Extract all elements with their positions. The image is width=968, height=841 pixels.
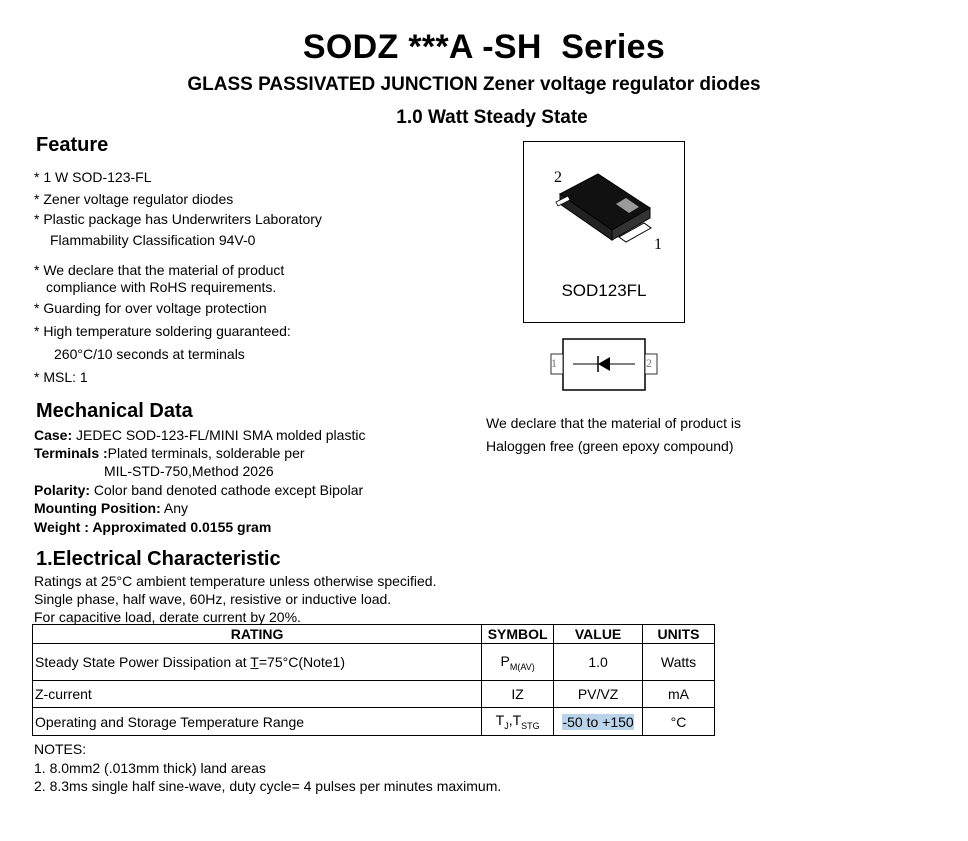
cell-symbol [482,644,554,681]
electrical-note-1: Ratings at 25°C ambient temperature unless otherwise specified. [34,573,437,589]
case-value: JEDEC SOD-123-FL/MINI SMA molded plastic [72,427,366,443]
symbol-separator: ,T [508,712,522,729]
selected-text-highlight[interactable]: -50 to +150 [562,713,634,730]
terminals-value-2: MIL-STD-750,Method 2026 [104,463,274,479]
table-row [33,708,715,736]
cell-symbol [482,708,554,736]
feature-item: * MSL: 1 [34,369,88,385]
terminals-value: Plated terminals, solderable per [107,445,305,461]
page-title: SODZ ***A -SH Series [302,28,666,66]
feature-item: compliance with RoHS requirements. [46,279,277,295]
table-row [33,681,715,708]
mechanical-heading: Mechanical Data [36,400,193,422]
mechanical-weight: Weight : Approximated 0.0155 gram [34,519,272,535]
cell-value: PV/VZ [554,681,643,708]
mechanical-polarity [34,481,363,499]
page-subtitle-power: 1.0 Watt Steady State [396,107,588,128]
table-row [33,644,715,681]
cell-symbol: IZ [482,681,554,708]
page-subtitle: GLASS PASSIVATED JUNCTION Zener voltage regulator diodes [187,74,761,95]
feature-item: * We declare that the material of product [34,262,285,278]
symbol-subscript: M(AV) [509,661,535,672]
cell-rating: Z-current [33,681,482,708]
ratings-table [32,624,715,736]
cell-value [554,708,643,736]
feature-item: 260°C/10 seconds at terminals [54,346,245,362]
cell-units: mA [643,681,715,708]
mounting-value: Any [160,500,188,516]
feature-heading: Feature [36,134,109,156]
feature-item: Flammability Classification 94V-0 [50,232,256,248]
polarity-label: Polarity: [34,482,91,498]
cell-units: Watts [643,644,715,681]
halogen-line-2: Haloggen free (green epoxy compound) [486,438,734,454]
feature-item: * Plastic package has Underwriters Laboratory [34,211,322,227]
note-item: 1. 8.0mm2 (.013mm thick) land areas [34,760,266,776]
cell-rating: Operating and Storage Temperature Range [33,708,482,736]
col-header-value: VALUE [554,625,643,644]
halogen-line-1: We declare that the material of product is [486,415,741,431]
feature-item: * Guarding for over voltage protection [34,300,267,316]
electrical-note-2: Single phase, half wave, 60Hz, resistive or inductive load. [34,591,392,607]
electrical-note-3: For capacitive load, derate current by 20%. [34,609,301,625]
cell-units: °C [643,708,715,736]
package-pin-2-label: 2 [554,169,562,186]
electrical-heading: 1.Electrical Characteristic [36,548,281,570]
polarity-value: Color band denoted cathode except Bipolar [90,482,364,498]
symbol-main: P [500,652,510,669]
symbol-subscript: J [504,720,509,731]
schematic-pin-1-label: 1 [551,356,557,370]
cell-rating: Steady State Power Dissipation at T̲=75°C(Note1) [33,644,482,681]
terminals-label: Terminals : [34,445,108,461]
package-pin-1-label: 1 [654,236,662,253]
table-header-row [33,625,715,644]
col-header-symbol: SYMBOL [482,625,554,644]
package-label: SOD123FL [561,281,647,300]
feature-item: * High temperature soldering guaranteed: [34,323,291,339]
notes-heading: NOTES: [34,741,87,757]
case-label: Case: [34,427,73,443]
diode-schematic-icon [545,338,660,392]
symbol-subscript: STG [521,720,540,731]
mechanical-mounting [34,499,188,517]
feature-item: * Zener voltage regulator diodes [34,191,234,207]
feature-item: * 1 W SOD-123-FL [34,169,152,185]
cell-value: 1.0 [554,644,643,681]
mechanical-case [34,426,365,444]
mechanical-terminals [34,444,305,462]
note-item: 2. 8.3ms single half sine-wave, duty cycle= 4 pulses per minutes maximum. [34,778,502,794]
col-header-units: UNITS [643,625,715,644]
mounting-label: Mounting Position: [34,500,161,516]
col-header-rating: RATING [33,625,482,644]
symbol-main: T [495,712,505,729]
schematic-pin-2-label: 2 [646,356,652,370]
